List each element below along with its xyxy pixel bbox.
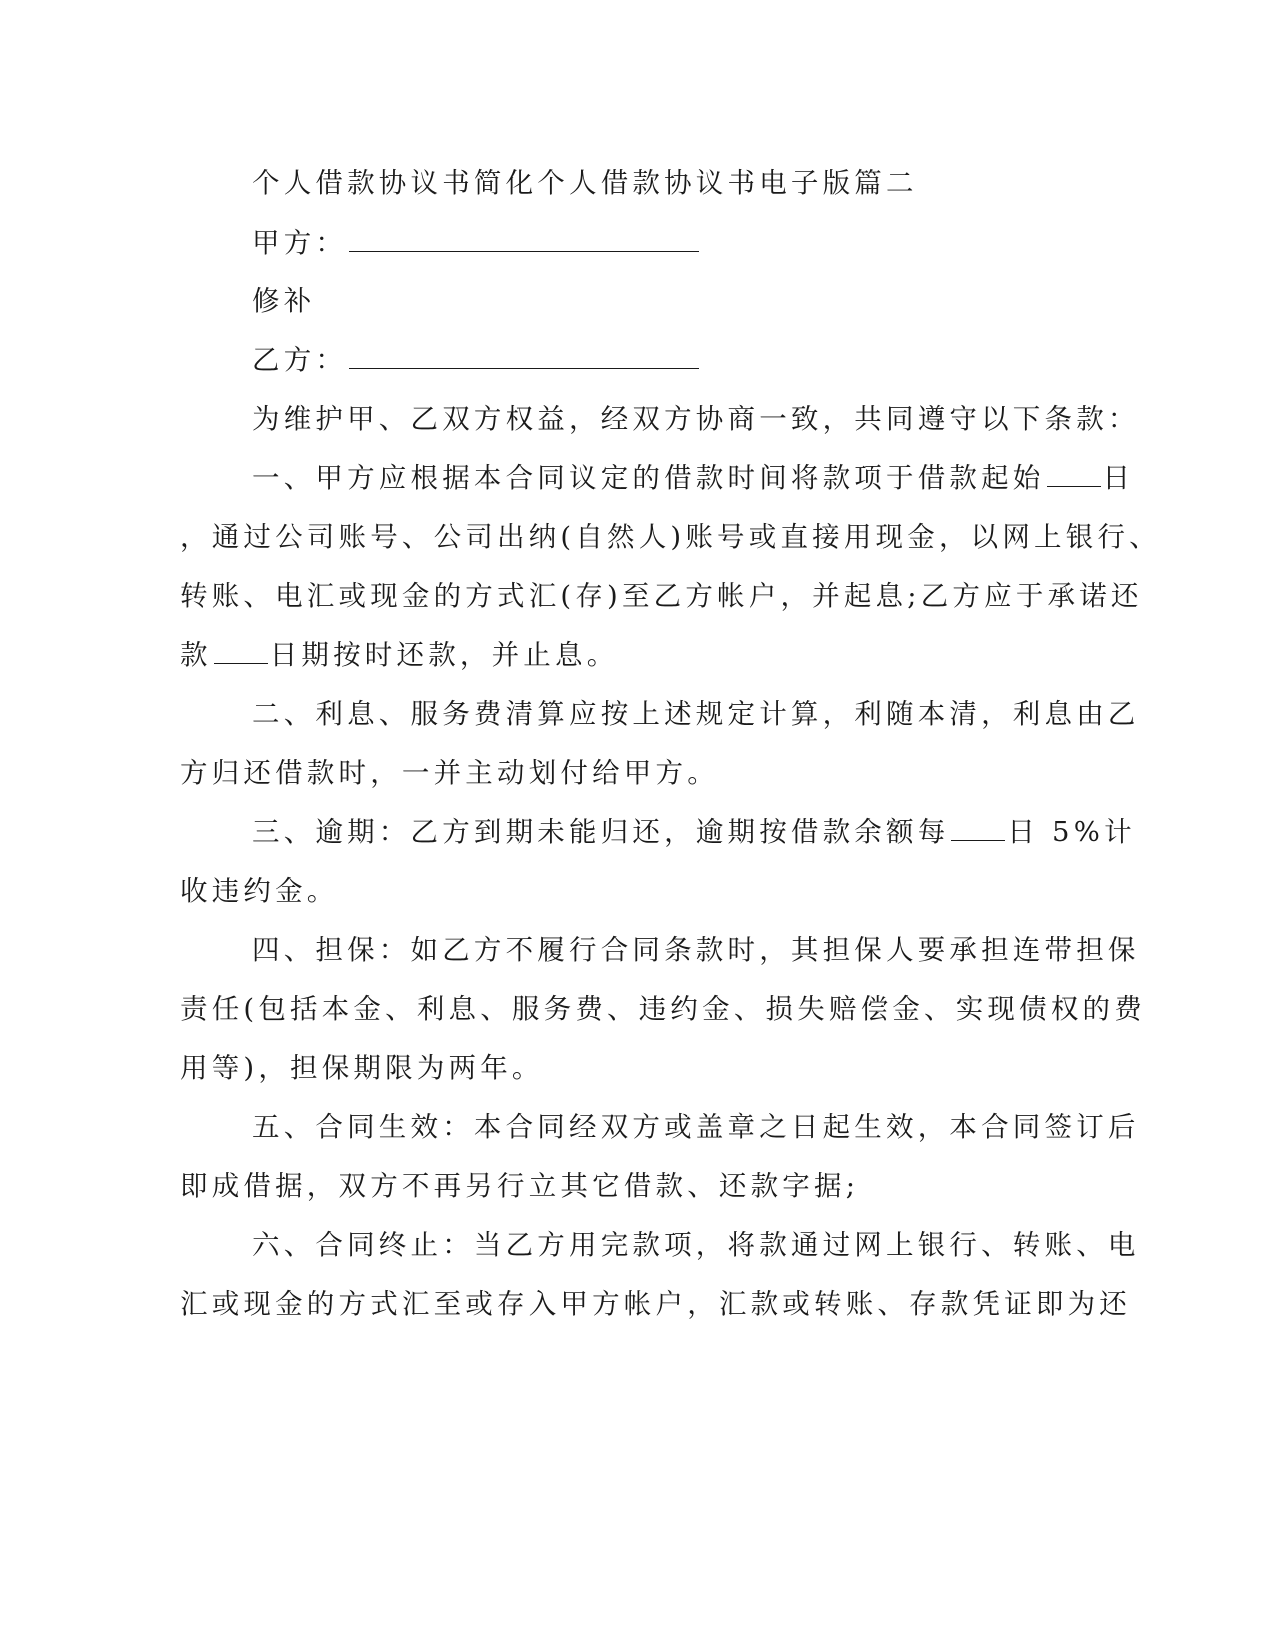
- clause1-line4: 款 日期按时还款，并止息。: [180, 639, 619, 671]
- clause1-line2: ，通过公司账号、公司出纳(自然人)账号或直接用现金，以网上银行、: [180, 521, 1161, 553]
- clause3-line2: 收违约金。: [180, 875, 339, 907]
- clause6-line2: 汇或现金的方式汇至或存入甲方帐户，汇款或转账、存款凭证即为还: [180, 1288, 1131, 1320]
- clause4-line3: 用等)，担保期限为两年。: [180, 1052, 544, 1084]
- clause4-line2: 责任(包括本金、利息、服务费、违约金、损失赔偿金、实现债权的费: [180, 993, 1146, 1025]
- party-b-label: 乙方：: [252, 344, 348, 376]
- repay-day-blank: [214, 645, 268, 664]
- clause3-line1: 三、逾期：乙方到期未能归还，逾期按借款余额每 日 5%计: [252, 816, 1136, 848]
- party-a-blank: [349, 233, 699, 252]
- party-a-line: [252, 226, 699, 260]
- clause2-line1: 二、利息、服务费清算应按上述规定计算，利随本清，利息由乙: [252, 698, 1140, 730]
- clause5-line1: 五、合同生效：本合同经双方或盖章之日起生效，本合同签订后: [252, 1111, 1140, 1143]
- party-b-line: [252, 343, 699, 377]
- party-b-blank: [349, 350, 699, 369]
- clause4-line1: 四、担保：如乙方不履行合同条款时，其担保人要承担连带担保: [252, 934, 1140, 966]
- edit-note: 修补: [252, 285, 316, 317]
- clause6-line1: 六、合同终止：当乙方用完款项，将款通过网上银行、转账、电: [252, 1229, 1140, 1261]
- document-title: 个人借款协议书简化个人借款协议书电子版篇二: [252, 167, 918, 199]
- overdue-day-blank: [951, 822, 1005, 841]
- clause1-line1: 一、甲方应根据本合同议定的借款时间将款项于借款起始 日: [252, 462, 1135, 494]
- preamble: 为维护甲、乙双方权益，经双方协商一致，共同遵守以下条款：: [252, 403, 1140, 435]
- start-day-blank: [1047, 468, 1101, 487]
- party-a-label: 甲方：: [252, 227, 348, 259]
- clause1-line3: 转账、电汇或现金的方式汇(存)至乙方帐户，并起息;乙方应于承诺还: [180, 580, 1143, 612]
- clause5-line2: 即成借据，双方不再另行立其它借款、还款字据;: [180, 1170, 860, 1202]
- clause2-line2: 方归还借款时，一并主动划付给甲方。: [180, 757, 719, 789]
